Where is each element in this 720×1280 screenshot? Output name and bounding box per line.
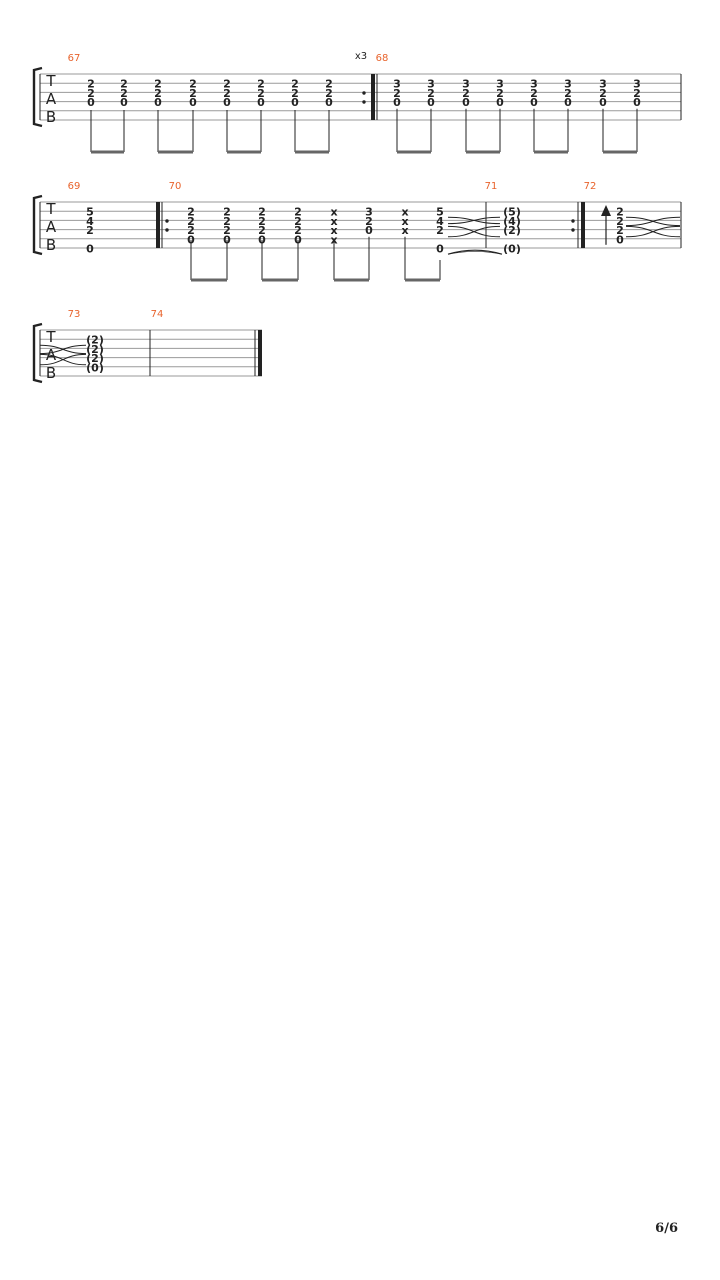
m70-beat-3-fret-3: 0 (294, 233, 302, 247)
m68-beat-6-fret-0: 3 (599, 77, 607, 91)
system-3-staff (40, 330, 262, 376)
m72-tie-upper (626, 217, 680, 225)
system-2-clef-t: T (46, 200, 56, 218)
m70-beam (262, 279, 298, 282)
m72-chord-fret-1: 2 (616, 214, 624, 228)
m67-beat-4-fret-2: 0 (223, 96, 231, 110)
m70-beat-7-fret-4: 0 (436, 242, 444, 256)
m67-end-repeat-dots (362, 91, 365, 94)
m67-beat-6-fret-0: 2 (291, 77, 299, 91)
m70-start-repeat-dots (165, 219, 168, 222)
page-number: 6/6 (655, 1221, 678, 1236)
system-1-staff (40, 74, 681, 120)
system-2-clef-a: A (45, 218, 57, 236)
measure-number-74: 74 (150, 309, 164, 320)
m67-beat-3-fret-0: 2 (189, 77, 197, 91)
m70-start-repeat-thick-bar (156, 202, 160, 248)
system-2-bracket (34, 196, 42, 254)
m70-beat-7-fret-0: 5 (436, 205, 444, 219)
m70-tie-bass (448, 250, 502, 254)
measure-number-67: 67 (67, 53, 81, 64)
m70-beat-1-fret-3: 0 (223, 233, 231, 247)
repeat-count-label: x3 (354, 51, 368, 62)
m67-beat-7-fret-0: 2 (325, 77, 333, 91)
m68-beam (603, 151, 637, 154)
m69-chord-fret-4: 0 (86, 242, 94, 256)
m70-beat-3-fret-0: 2 (294, 205, 302, 219)
m71-tied-chord-fret-0: (5) (503, 205, 521, 219)
m67-beat-5-fret-2: 0 (257, 96, 265, 110)
m67-beat-1-fret-1: 2 (120, 86, 128, 100)
m67-beam (158, 151, 193, 154)
m67-beat-7-fret-1: 2 (325, 86, 333, 100)
m68-beat-6-fret-1: 2 (599, 86, 607, 100)
m70-beat-4-fret-1: x (330, 214, 338, 228)
m70-beat-0-fret-1: 2 (187, 214, 195, 228)
m67-beat-2-fret-0: 2 (154, 77, 162, 91)
m72-tie-lower (626, 226, 680, 236)
m71-tied-chord-fret-2: (2) (503, 224, 521, 238)
m71-tied-chord-fret-4: (0) (503, 242, 521, 256)
m68-beat-7-fret-0: 3 (633, 77, 641, 91)
m68-beat-2-fret-0: 3 (462, 77, 470, 91)
m68-beat-3-fret-0: 3 (496, 77, 504, 91)
m68-beat-1-fret-0: 3 (427, 77, 435, 91)
m70-tie-mid (448, 226, 500, 236)
system-3-clef-t: T (46, 328, 56, 346)
m68-beat-5-fret-0: 3 (564, 77, 572, 91)
system-3-bracket (34, 324, 42, 382)
m72-chord-fret-2: 2 (616, 224, 624, 238)
m73-tied-chord-fret-0: (2) (86, 333, 104, 347)
m70-beat-2-fret-1: 2 (258, 214, 266, 228)
m69-chord-fret-2: 2 (86, 224, 94, 238)
m71-tied-chord-fret-1: (4) (503, 214, 521, 228)
m70-beat-0-fret-0: 2 (187, 205, 195, 219)
m67-beat-1-fret-0: 2 (120, 77, 128, 91)
m70-beat-5-fret-1: 2 (365, 214, 373, 228)
m68-beat-2-fret-1: 2 (462, 86, 470, 100)
m70-beat-0-fret-3: 0 (187, 233, 195, 247)
final-thick-barline (258, 330, 262, 376)
m70-beat-2-fret-0: 2 (258, 205, 266, 219)
m71-end-repeat-thick-bar (581, 202, 585, 248)
m69-chord-fret-1: 4 (86, 214, 94, 228)
measure-number-73: 73 (67, 309, 81, 320)
system-1-bracket (34, 68, 42, 126)
m71-end-repeat-dots (571, 228, 574, 231)
m70-beat-5-fret-2: 0 (365, 224, 373, 238)
system-3-clef-b: B (45, 364, 57, 382)
m73-tied-chord-fret-2: (2) (86, 352, 104, 366)
m67-beat-4-fret-1: 2 (223, 86, 231, 100)
m73-tied-chord-fret-3: (0) (86, 361, 104, 375)
m67-beat-1-fret-2: 0 (120, 96, 128, 110)
m67-beat-0-fret-2: 0 (87, 96, 95, 110)
measure-number-70: 70 (168, 181, 182, 192)
m69-chord-fret-0: 5 (86, 205, 94, 219)
m67-beat-2-fret-2: 0 (154, 96, 162, 110)
m70-start-repeat-dots (165, 228, 168, 231)
m68-beat-1-fret-2: 0 (427, 96, 435, 110)
m67-beam (295, 151, 329, 154)
m67-beat-7-fret-2: 0 (325, 96, 333, 110)
m70-beat-3-fret-1: 2 (294, 214, 302, 228)
m70-beat-0-fret-2: 2 (187, 224, 195, 238)
m72-chord-fret-3: 0 (616, 233, 624, 247)
m68-beam (466, 151, 500, 154)
m68-beat-3-fret-2: 0 (496, 96, 504, 110)
measure-number-72: 72 (583, 181, 597, 192)
m68-beat-6-fret-2: 0 (599, 96, 607, 110)
m68-beat-2-fret-2: 0 (462, 96, 470, 110)
m67-beat-4-fret-0: 2 (223, 77, 231, 91)
m70-beat-2-fret-3: 0 (258, 233, 266, 247)
system-1-clef-b: B (45, 108, 57, 126)
m73-tied-chord-fret-1: (2) (86, 342, 104, 356)
m67-end-repeat-dots (362, 100, 365, 103)
m68-beat-7-fret-1: 2 (633, 86, 641, 100)
measure-number-69: 69 (67, 181, 81, 192)
m67-beam (91, 151, 124, 154)
m68-beat-7-fret-2: 0 (633, 96, 641, 110)
m67-beat-5-fret-1: 2 (257, 86, 265, 100)
m68-beat-1-fret-1: 2 (427, 86, 435, 100)
m70-beat-1-fret-1: 2 (223, 214, 231, 228)
m68-beat-4-fret-2: 0 (530, 96, 538, 110)
m67-beam (227, 151, 261, 154)
m72-chord-fret-0: 2 (616, 205, 624, 219)
m70-beat-1-fret-2: 2 (223, 224, 231, 238)
m68-beat-4-fret-0: 3 (530, 77, 538, 91)
m68-beat-5-fret-2: 0 (564, 96, 572, 110)
m70-beat-6-fret-0: x (401, 205, 409, 219)
m67-beat-0-fret-1: 2 (87, 86, 95, 100)
m67-beat-5-fret-0: 2 (257, 77, 265, 91)
m70-beam (334, 279, 369, 282)
system-2-clef-b: B (45, 236, 57, 254)
m70-beam (191, 279, 227, 282)
m67-beat-3-fret-1: 2 (189, 86, 197, 100)
measure-number-68: 68 (375, 53, 389, 64)
m68-beat-0-fret-2: 0 (393, 96, 401, 110)
m70-beat-3-fret-2: 2 (294, 224, 302, 238)
m68-beat-4-fret-1: 2 (530, 86, 538, 100)
m68-beam (397, 151, 431, 154)
measure-number-71: 71 (484, 181, 498, 192)
m70-beat-4-fret-3: x (330, 233, 338, 247)
m67-end-repeat-thick-bar (371, 74, 375, 120)
m70-beam (405, 279, 440, 282)
m70-beat-6-fret-2: x (401, 224, 409, 238)
m70-beat-4-fret-2: x (330, 224, 338, 238)
m68-beat-0-fret-0: 3 (393, 77, 401, 91)
m67-beat-6-fret-2: 0 (291, 96, 299, 110)
m70-beat-1-fret-0: 2 (223, 205, 231, 219)
system-1-clef-t: T (46, 72, 56, 90)
m70-beat-7-fret-1: 4 (436, 214, 444, 228)
m68-beam (534, 151, 568, 154)
m70-beat-6-fret-1: x (401, 214, 409, 228)
m67-beat-2-fret-1: 2 (154, 86, 162, 100)
m68-beat-5-fret-1: 2 (564, 86, 572, 100)
m67-beat-0-fret-0: 2 (87, 77, 95, 91)
m67-beat-6-fret-1: 2 (291, 86, 299, 100)
m67-beat-3-fret-2: 0 (189, 96, 197, 110)
m70-beat-4-fret-0: x (330, 205, 338, 219)
strum-up-arrow-icon (601, 205, 611, 216)
m70-beat-7-fret-2: 2 (436, 224, 444, 238)
system-3-clef-a: A (45, 346, 57, 364)
m68-beat-0-fret-1: 2 (393, 86, 401, 100)
system-1-clef-a: A (45, 90, 57, 108)
m71-end-repeat-dots (571, 219, 574, 222)
m68-beat-3-fret-1: 2 (496, 86, 504, 100)
m70-beat-2-fret-2: 2 (258, 224, 266, 238)
m70-beat-5-fret-0: 3 (365, 205, 373, 219)
